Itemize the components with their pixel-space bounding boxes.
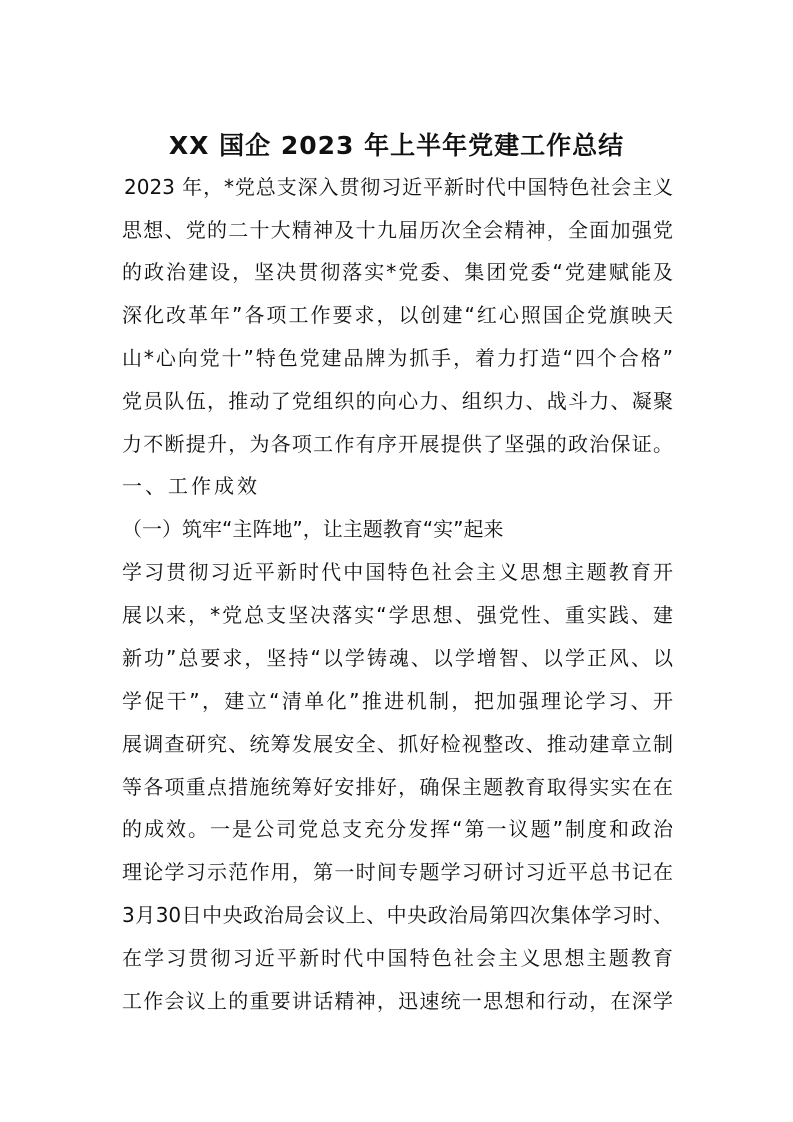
paragraph-line: 力不断提升，为各项工作有序开展提供了坚强的政治保证。 [122,432,673,456]
paragraph-line: 工作会议上的重要讲话精神，迅速统一思想和行动，在深学 [122,989,673,1013]
paragraph-line: 山*心向党十”特色党建品牌为抓手，着力打造“四个合格” [122,346,673,370]
paragraph-line: 理论学习示范作用，第一时间专题学习研讨习近平总书记在 [122,860,673,884]
section-heading: 一、工作成效 [122,474,260,498]
paragraph-line: 新功”总要求，坚持“以学铸魂、以学增智、以学正风、以 [122,646,673,670]
paragraph-line: 等各项重点措施统筹好安排好，确保主题教育取得实实在在 [122,775,673,799]
paragraph-line: 展调查研究、统筹发展安全、抓好检视整改、推动建章立制 [122,732,673,756]
paragraph-line: 学促干”，建立“清单化”推进机制，把加强理论学习、开 [122,689,673,713]
paragraph-line: 的政治建设，坚决贯彻落实*党委、集团党委“党建赋能及 [122,260,673,284]
paragraph-line: 党员队伍，推动了党组织的向心力、组织力、战斗力、凝聚 [122,389,673,413]
paragraph-line: 展以来，*党总支坚决落实“学思想、强党性、重实践、建 [122,603,673,627]
subsection-heading: （一）筑牢“主阵地”，让主题教育“实”起来 [122,517,504,541]
paragraph-line: 思想、党的二十大精神及十九届历次全会精神，全面加强党 [122,218,673,242]
paragraph-line: 在学习贯彻习近平新时代中国特色社会主义思想主题教育 [122,946,673,970]
paragraph-line: 2023 年，*党总支深入贯彻习近平新时代中国特色社会主义 [124,175,673,199]
document-title: XX 国企 2023 年上半年党建工作总结 [168,131,625,160]
paragraph-line: 3月30日中央政治局会议上、中央政治局第四次集体学习时、 [122,903,673,927]
paragraph-line: 学习贯彻习近平新时代中国特色社会主义思想主题教育开 [122,560,673,584]
paragraph-line: 深化改革年”各项工作要求，以创建“红心照国企党旗映天 [122,303,673,327]
paragraph-line: 的成效。一是公司党总支充分发挥“第一议题”制度和政治 [122,817,673,841]
